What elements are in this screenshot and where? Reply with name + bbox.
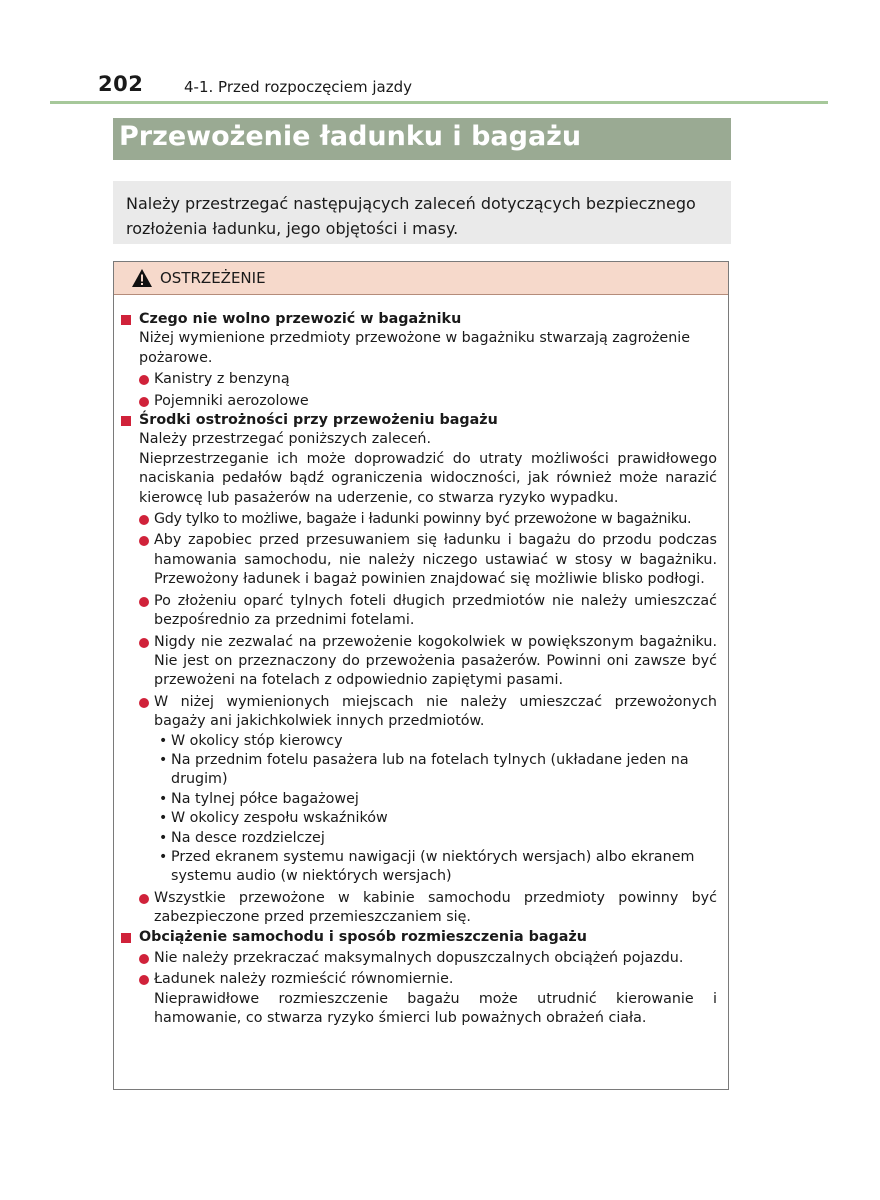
red-dot-icon	[139, 536, 149, 546]
list-item-text: Nigdy nie zezwalać na przewożenie kogokolwiek w powiększonym bagażniku. Nie jest on przeznaczony do przewożenia pasażerów. Powinni oni zawsze być przewożeni na fotelach z odpowiednio zapiętymi pasami.	[154, 633, 717, 689]
paragraph: Niżej wymienione przedmioty przewożone w bagażniku stwarzają zagrożenie pożarowe.	[139, 330, 691, 366]
sub-list-item-text: W okolicy stóp kierowcy	[171, 732, 343, 749]
red-dot-icon	[139, 698, 149, 708]
section-heading	[119, 411, 717, 430]
bullet-dot-icon: •	[159, 751, 168, 768]
square-bullet-icon	[121, 933, 131, 943]
list-item	[119, 693, 717, 732]
list-item	[119, 889, 717, 928]
paragraph	[119, 990, 717, 1029]
section-heading	[119, 310, 717, 329]
red-dot-icon	[139, 954, 149, 964]
bullet-dot-icon: •	[159, 810, 168, 827]
square-bullet-icon	[121, 416, 131, 426]
header-rule	[50, 101, 828, 104]
bullet-dot-icon: •	[159, 829, 168, 846]
section-label: 4-1. Przed rozpoczęciem jazdy	[184, 78, 412, 96]
bullet-dot-icon: •	[159, 732, 168, 749]
sub-list-item-text: Na przednim fotelu pasażera lub na fotelach tylnych (układane jeden na drugim)	[171, 751, 689, 788]
bullet-dot-icon: •	[159, 790, 168, 807]
red-dot-icon	[139, 597, 149, 607]
list-item-text: Po złożeniu oparć tylnych foteli długich przedmiotów nie należy umieszczać bezpośrednio za przednimi fotelami.	[154, 592, 717, 629]
red-dot-icon	[139, 375, 149, 385]
sub-list-item	[119, 829, 717, 848]
list-item-text: Nie należy przekraczać maksymalnych dopuszczalnych obciążeń pojazdu.	[154, 950, 684, 966]
sub-list-item	[119, 790, 717, 809]
list-item-text: Kanistry z benzyną	[154, 371, 290, 388]
sub-list-item	[119, 732, 717, 751]
warning-body	[119, 310, 717, 1029]
list-item-text: W niżej wymienionych miejscach nie należy umieszczać przewożonych bagaży ani jakichkolwiek innych przedmiotów.	[154, 693, 717, 730]
list-item-text: Aby zapobiec przed przesuwaniem się ładunku i bagażu do przodu podczas hamowania samochodu, nie należy niczego ustawiać w stosy w bagażniku. Przewożony ładunek i bagaż powinien znajdować się możliwie blisko podłogi.	[154, 532, 717, 588]
list-item-text: Ładunek należy rozmieścić równomiernie.	[154, 971, 454, 988]
list-item	[119, 531, 717, 589]
warning-title: OSTRZEŻENIE	[160, 269, 266, 287]
square-bullet-icon	[121, 315, 131, 325]
sub-list-item-text: W okolicy zespołu wskaźników	[171, 810, 388, 827]
page-number: 202	[98, 72, 144, 96]
red-dot-icon	[139, 638, 149, 648]
warning-header	[114, 262, 728, 295]
bullet-dot-icon: •	[159, 848, 168, 865]
red-dot-icon	[139, 975, 149, 985]
section-heading	[119, 928, 717, 947]
list-item	[119, 970, 717, 989]
page-title: Przewożenie ładunku i bagażu	[119, 121, 582, 152]
red-dot-icon	[139, 894, 149, 904]
title-bar	[113, 118, 731, 160]
list-item-text: Wszystkie przewożone w kabinie samochodu przedmioty powinny być zabezpieczone przed przemieszczaniem się.	[154, 889, 717, 926]
sub-list-item-text: Na desce rozdzielczej	[171, 829, 325, 846]
list-item	[119, 949, 717, 968]
sub-list-item	[119, 751, 717, 790]
sub-list-item	[119, 809, 717, 828]
paragraph: Należy przestrzegać poniższych zaleceń.	[139, 431, 431, 448]
section-heading-text: Obciążenie samochodu i sposób rozmieszczenia bagażu	[139, 928, 587, 945]
red-dot-icon	[139, 515, 149, 525]
warning-triangle-icon	[131, 268, 153, 288]
paragraph: Nieprzestrzeganie ich może doprowadzić do utraty możliwości prawidłowego naciskania pedałów bądź ograniczenia widoczności, jak również może narazić kierowcę lub pasażerów na uderzenie, co stwarza ryzyko wypadku.	[139, 450, 717, 506]
list-item	[119, 370, 717, 389]
list-item	[119, 592, 717, 631]
list-item	[119, 392, 717, 411]
sub-list-item-text: Na tylnej półce bagażowej	[171, 790, 359, 807]
section-heading-text: Czego nie wolno przewozić w bagażniku	[139, 311, 462, 327]
list-item	[119, 510, 717, 529]
sub-list-item-text: Przed ekranem systemu nawigacji (w niektórych wersjach) albo ekranem systemu audio (w niektórych wersjach)	[171, 848, 695, 885]
warning-box	[113, 261, 729, 1090]
section-heading-text: Środki ostrożności przy przewożeniu bagażu	[139, 412, 498, 429]
intro-text: Należy przestrzegać następujących zaleceń dotyczących bezpiecznego rozłożenia ładunku, jego objętości i masy.	[126, 194, 696, 238]
list-item	[119, 633, 717, 691]
red-dot-icon	[139, 397, 149, 407]
intro-box	[113, 181, 731, 244]
paragraph-text: Nieprawidłowe rozmieszczenie bagażu może utrudnić kierowanie i hamowanie, co stwarza ryzyko śmierci lub poważnych obrażeń ciała.	[154, 990, 717, 1027]
sub-list-item	[119, 848, 717, 887]
list-item-text: Pojemniki aerozolowe	[154, 392, 309, 409]
list-item-text: Gdy tylko to możliwe, bagaże i ładunki powinny być przewożone w bagażniku.	[154, 511, 692, 528]
